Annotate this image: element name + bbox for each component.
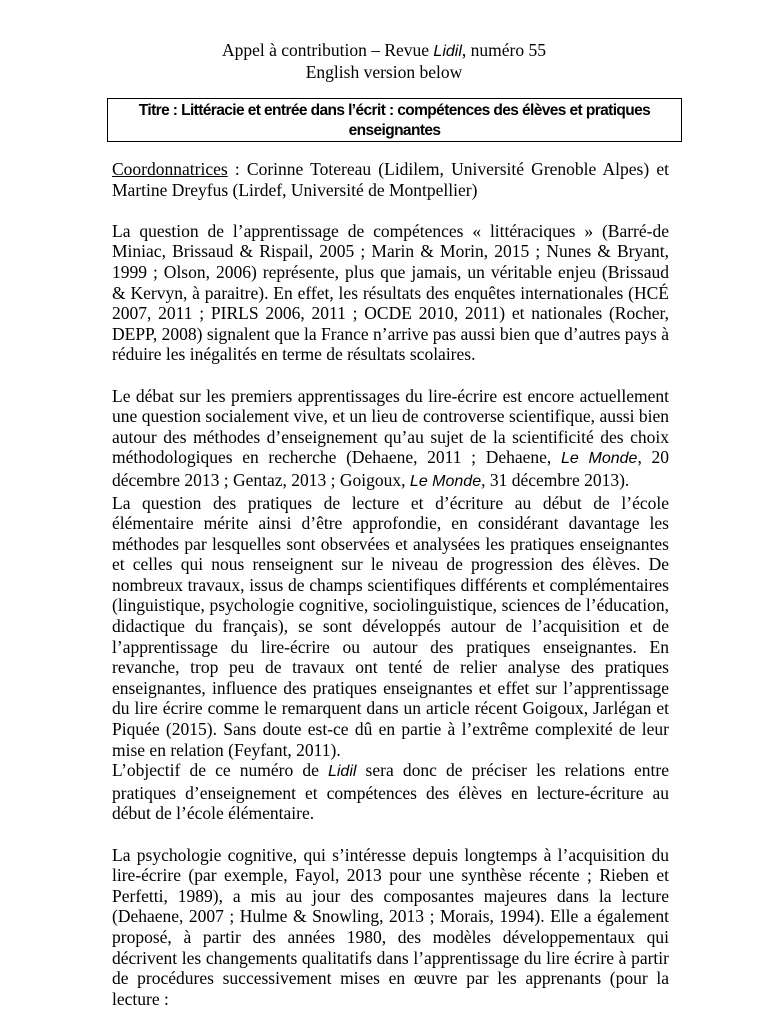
newspaper-title: Le Monde — [560, 450, 638, 468]
paragraph-3: La question des pratiques de lecture et d’écriture au début de l’école élémentaire mérite ainsi d’être approfondie, en considérant davantage les méthodes par lesquelles sont observées et analysées les pratiques enseignantes et celles qui nous renseignent sur le niveau de progression des élèves. De nombreux travaux, issus de champs scientifiques différents et complémentaires (linguistique, psychologie cognitive, sociolinguistique, sciences de l’éducation, didactique du français), se sont développés autour de l’acquisition et de l’apprentissage du lire-écrire ou autour des pratiques enseignantes. En revanche, trop peu de travaux ont tenté de relier analyse des pratiques enseignantes, influence des pratiques enseignantes et effet sur l’apprentissage du lire écrire comme le remarquent dans un article récent Goigoux, Jarlégan et Piquée (2015). Sans doute est-ce dû en partie à l’extrême complexité de leur mise en relation (Feyfant, 2011). — [112, 492, 669, 760]
coordinators-label: Coordonnatrices — [112, 159, 228, 179]
document-title: Titre : Littéracie et entrée dans l’écrit : compétences des élèves et pratiques enseignantes — [138, 102, 651, 139]
paragraph-1: La question de l’apprentissage de compétences « littéraciques » (Barré-de Miniac, Brissaud & Rispail, 2005 ; Marin & Morin, 2015 ; Nunes & Bryant, 1999 ; Olson, 2006) représente, plus que jamais, un véritable enjeu (Brissaud & Kervyn, à paraitre). En effet, les résultats des enquêtes internationales (HCÉ 2007, 2011 ; PIRLS 2006, 2011 ; OCDE 2010, 2011) et nationales (Rocher, DEPP, 2008) signalent que la France n’arrive pas aussi bien que d’autres pays à réduire les inégalités en terme de résultats scolaires. — [112, 220, 669, 365]
coordinators-paragraph — [112, 159, 669, 200]
paragraph-5: La psychologie cognitive, qui s’intéresse depuis longtemps à l’acquisition du lire-écrire (par exemple, Fayol, 2013 pour une synthèse récente ; Rieben et Perfetti, 1989), a mis au jour des composantes majeures dans la lecture (Dehaene, 2007 ; Hulme & Snowling, 2013 ; Morais, 1994). Elle a également proposé, à partir des années 1980, des modèles développementaux qui décrivent les changements qualitatifs dans l’apprentissage du lire écrire à partir de procédures successivement mises en œuvre par les apprenants (pour la lecture : — [112, 844, 669, 1009]
paragraph-4-text-a: L’objectif de ce numéro de — [112, 760, 328, 781]
coordinators-text: : Corinne Totereau (Lidilem, Université Grenoble Alpes) et Martine Dreyfus (Lirdef, Université de Montpellier) — [112, 159, 669, 200]
header-line-call — [0, 40, 768, 62]
page-header — [0, 40, 768, 83]
paragraph-2 — [112, 386, 669, 493]
journal-name: Lidil — [433, 43, 462, 60]
header-line-english: English version below — [305, 62, 463, 82]
paragraph-2-text-b: , 20 décembre 2013 ; Gentaz, 2013 ; Goigoux, — [112, 447, 670, 490]
issue-number: , numéro 55 — [461, 40, 546, 60]
header-text: Appel à contribution – Revue — [222, 40, 434, 60]
paragraph-2-text-a: Le débat sur les premiers apprentissages du lire-écrire est encore actuellement une question socialement vive, et un lieu de controverse scientifique, aussi bien autour des méthodes d’enseignement qu’au sujet de la scientificité des choix méthodologiques en recherche (Dehaene, 2011 ; Dehaene, — [112, 385, 669, 468]
journal-name: Lidil — [327, 763, 357, 781]
title-box — [107, 98, 682, 142]
paragraph-4-text-b: sera donc de préciser les relations entre pratiques d’enseignement et compétences des élèves en lecture-écriture au début de l’école élémentaire. — [112, 760, 669, 824]
paragraph-4 — [112, 760, 669, 824]
document-body — [112, 159, 669, 1030]
newspaper-title: Le Monde — [409, 472, 482, 490]
paragraph-2-text-c: , 31 décembre 2013). — [481, 469, 630, 490]
